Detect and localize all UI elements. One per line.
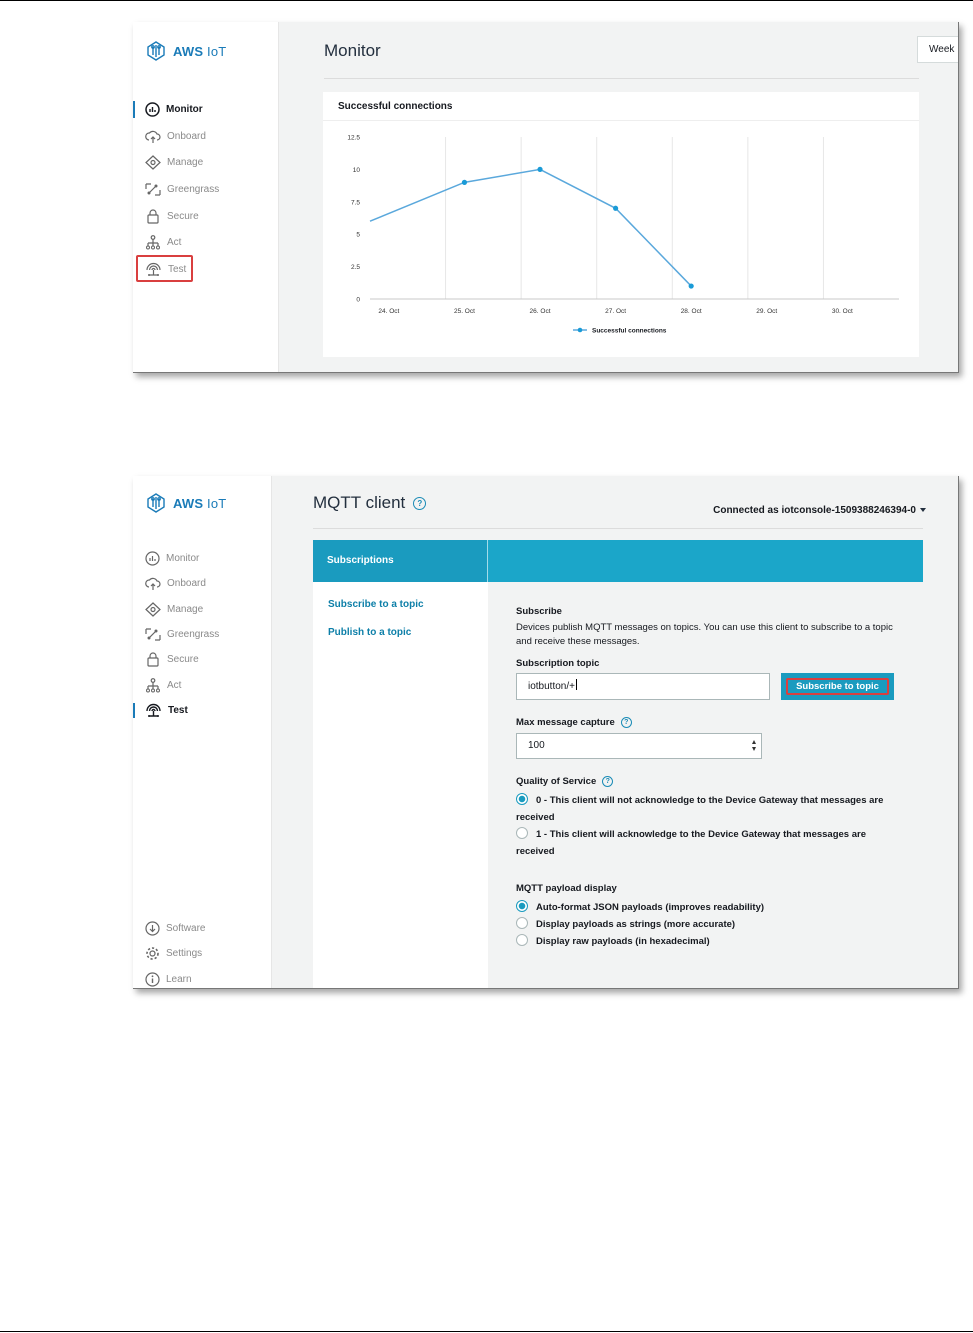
sidebar-item-label: Manage: [167, 157, 204, 169]
text-cursor: [576, 679, 577, 690]
logo-product: IoT: [207, 495, 227, 511]
sidebar-item-label: Monitor: [166, 103, 203, 115]
x-tick-label: 30. Oct: [831, 308, 853, 315]
subscriptions-panel: [313, 582, 488, 988]
payload-option-2[interactable]: [516, 933, 906, 950]
qos-option-label: 0 - This client will not acknowledge to the Device Gateway that messages are received: [516, 795, 884, 823]
top-rule: [0, 0, 973, 1]
sidebar-item-secure[interactable]: [133, 647, 271, 672]
info-icon: [145, 972, 160, 987]
sidebar: [133, 476, 272, 988]
subscribe-panel: [488, 582, 923, 970]
subscribe-button-label: Subscribe to topic: [796, 681, 879, 692]
max-message-capture-text: Max message capture: [516, 717, 615, 728]
greengrass-icon: [145, 627, 161, 642]
sidebar-item-act[interactable]: [133, 229, 278, 256]
sidebar-item-label: Manage: [167, 603, 204, 615]
sidebar-item-label: Onboard: [167, 130, 206, 142]
page-title: [313, 493, 426, 513]
subscriptions-header-bar: [313, 540, 923, 582]
qos-option-0[interactable]: [516, 792, 906, 826]
sidebar-item-label: Act: [167, 679, 182, 691]
page-title: Monitor: [324, 41, 381, 60]
help-icon[interactable]: ?: [602, 776, 613, 787]
monitor-main: [279, 22, 958, 372]
qos-option-1[interactable]: [516, 826, 906, 860]
publish-to-topic-link[interactable]: Publish to a topic: [328, 627, 412, 638]
payload-display-label: MQTT payload display: [516, 883, 617, 894]
subscription-topic-input[interactable]: [516, 673, 770, 700]
sidebar-item-label: Software: [166, 923, 206, 935]
connection-status-text: Connected as iotconsole-1509388246394-0: [713, 505, 916, 516]
payload-option-label: Display payloads as strings (more accurate): [536, 919, 736, 930]
greengrass-icon: [145, 182, 161, 197]
sidebar-item-label: Act: [167, 237, 182, 249]
test-icon: [145, 703, 162, 718]
payload-option-label: Display raw payloads (in hexadecimal): [536, 936, 710, 947]
monitor-icon: [145, 102, 160, 117]
act-icon: [145, 235, 161, 250]
sidebar-item-label: Monitor: [166, 553, 200, 565]
onboard-icon: [145, 576, 161, 591]
sidebar-item-label: Test: [168, 263, 187, 275]
sidebar-item-test[interactable]: [133, 698, 271, 723]
sidebar-nav: [133, 546, 271, 723]
sidebar-item-label: Greengrass: [167, 629, 220, 641]
max-message-capture-input[interactable]: [516, 733, 762, 759]
onboard-icon: [145, 129, 161, 144]
logo-brand: AWS: [173, 495, 204, 511]
max-message-capture-value: 100: [528, 740, 545, 751]
test-highlight-box: [136, 255, 193, 282]
sidebar-item-label: Test: [168, 704, 188, 716]
time-range-value: Week: [929, 44, 955, 55]
aws-iot-logo-icon: [145, 492, 167, 514]
sidebar-item-label: Settings: [166, 948, 203, 960]
x-tick-label: 29. Oct: [756, 308, 778, 315]
radio-unselected-icon[interactable]: [516, 917, 528, 929]
number-stepper-icon[interactable]: [751, 740, 758, 751]
act-icon: [145, 678, 161, 693]
bottom-rule: [0, 1331, 973, 1332]
chart-card-title: Successful connections: [338, 101, 453, 112]
connections-chart-card: [323, 92, 919, 357]
sidebar-item-learn[interactable]: [133, 967, 271, 989]
payload-option-label: Auto-format JSON payloads (improves readability): [536, 902, 765, 913]
qos-option-label: 1 - This client will acknowledge to the Device Gateway that messages are received: [516, 829, 866, 857]
subscriptions-header: Subscriptions: [313, 540, 487, 582]
sidebar-item-manage[interactable]: [133, 597, 271, 622]
sidebar-bottom-nav: [133, 916, 271, 989]
aws-iot-logo[interactable]: [145, 40, 226, 62]
sidebar-item-secure[interactable]: [133, 203, 278, 230]
subscribe-description: Devices publish MQTT messages on topics. You can use this client to subscribe to a topic and receive these messages.: [516, 622, 893, 647]
title-divider: [313, 528, 923, 529]
sidebar-item-manage[interactable]: [133, 149, 278, 176]
logo-brand: AWS: [173, 43, 204, 59]
title-divider: [324, 78, 919, 79]
sidebar-item-label: Secure: [167, 654, 199, 666]
y-tick-label: 0: [356, 296, 360, 304]
lock-icon: [145, 209, 161, 224]
manage-icon: [145, 155, 161, 170]
aws-iot-logo-icon: [145, 40, 167, 62]
mqtt-main: [272, 476, 958, 988]
subscribe-heading: Subscribe: [516, 606, 562, 617]
download-icon: [145, 921, 160, 936]
header-divider: [487, 540, 488, 582]
sidebar-item-act[interactable]: [133, 672, 271, 697]
x-tick-label: 26. Oct: [529, 308, 551, 315]
monitor-screenshot: [133, 22, 959, 373]
subscribe-button-highlight-box: [786, 678, 889, 695]
manage-icon: [145, 602, 161, 617]
time-range-select[interactable]: [917, 36, 959, 63]
radio-selected-icon[interactable]: [516, 793, 528, 805]
help-icon[interactable]: ?: [621, 717, 632, 728]
aws-iot-logo[interactable]: [145, 492, 226, 514]
lock-icon: [145, 652, 161, 667]
x-tick-label: 24. Oct: [378, 308, 400, 315]
radio-unselected-icon[interactable]: [516, 827, 528, 839]
y-tick-label: 2.5: [350, 264, 360, 272]
x-tick-label: 27. Oct: [605, 308, 627, 315]
sidebar-item-label: Greengrass: [167, 183, 220, 195]
quality-of-service-label: [516, 776, 613, 787]
gear-icon: [145, 946, 160, 961]
y-tick-label: 5: [356, 231, 360, 239]
sidebar-item-label: Secure: [167, 210, 199, 222]
sidebar-item-greengrass[interactable]: [133, 622, 271, 647]
quality-of-service-text: Quality of Service: [516, 776, 597, 787]
sidebar-item-monitor[interactable]: [133, 96, 278, 123]
data-point: [613, 206, 618, 211]
max-message-capture-label: [516, 717, 632, 728]
sidebar-item-greengrass[interactable]: [133, 176, 278, 203]
sidebar-item-onboard[interactable]: [133, 571, 271, 596]
series-line: [370, 169, 691, 286]
sidebar-item-label: Onboard: [167, 578, 206, 590]
data-point: [537, 167, 542, 172]
radio-unselected-icon[interactable]: [516, 934, 528, 946]
sidebar-item-label: Learn: [166, 973, 192, 985]
payload-option-0[interactable]: [516, 899, 906, 916]
sidebar-item-onboard[interactable]: [133, 123, 278, 150]
subscribe-to-topic-link[interactable]: Subscribe to a topic: [328, 599, 424, 610]
subscription-topic-value: iotbutton/+: [528, 681, 575, 692]
x-tick-label: 28. Oct: [680, 308, 702, 315]
connections-chart: [323, 92, 919, 357]
legend-marker: [578, 328, 583, 333]
mqtt-client-screenshot: [133, 476, 959, 989]
y-tick-label: 7.5: [350, 199, 360, 207]
data-point: [462, 180, 467, 185]
radio-selected-icon[interactable]: [516, 900, 528, 912]
help-icon[interactable]: ?: [413, 497, 426, 510]
x-tick-label: 25. Oct: [453, 308, 475, 315]
page-title-text: MQTT client: [313, 493, 406, 512]
payload-option-1[interactable]: [516, 916, 906, 933]
logo-product: IoT: [207, 43, 227, 59]
caret-down-icon: [920, 508, 926, 512]
y-tick-label: 12.5: [347, 134, 360, 142]
connection-status-dropdown[interactable]: [713, 505, 926, 516]
sidebar-item-settings[interactable]: [133, 941, 271, 966]
sidebar: [133, 22, 279, 372]
sidebar-item-software[interactable]: [133, 916, 271, 941]
monitor-icon: [145, 551, 160, 566]
legend-label: Successful connections: [592, 327, 667, 335]
sidebar-item-monitor[interactable]: [133, 546, 271, 571]
data-point: [689, 283, 694, 288]
subscription-topic-label: Subscription topic: [516, 658, 600, 669]
y-tick-label: 10: [352, 166, 360, 174]
